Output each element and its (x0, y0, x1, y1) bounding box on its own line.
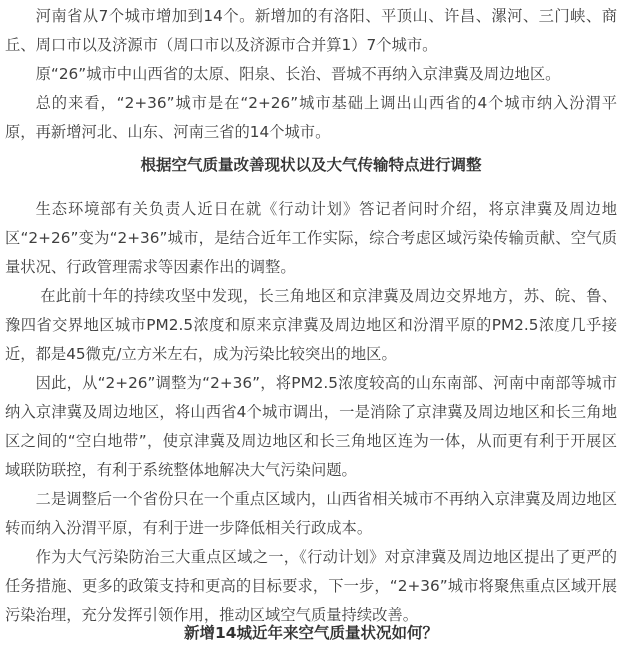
paragraph-henan-cities: 河南省从7个城市增加到14个。新增加的有洛阳、平顶山、许昌、漯河、三门峡、商丘、周口市以及济源市（周口市以及济源市合并算1）7个城市。 (5, 7, 617, 54)
section-heading-air-quality: 新增14城近年来空气质量状况如何？ (183, 624, 439, 642)
section-heading-adjustment: 根据空气质量改善现状以及大气传输特点进行调整 (140, 156, 482, 174)
paragraph-summary: 总的来看，“2+36”城市是在“2+26”城市基础上调出山西省的4个城市纳入汾渭平原，再新增河北、山东、河南三省的14个城市。 (5, 94, 617, 141)
paragraph-pm25-findings: 在此前十年的持续攻坚中发现，长三角地区和京津冀及周边交界地方，苏、皖、鲁、豫四省交界地区城市PM2.5浓度和原来京津冀及周边地区和汾渭平原的PM2.5浓度几乎接近，都是45微克/立方米左右，成为污染比较突出的地区。 (5, 287, 617, 363)
paragraph-shanxi-removed: 原“26”城市中山西省的太原、阳泉、长治、晋城不再纳入京津冀及周边地区。 (35, 65, 561, 83)
paragraph-single-region: 二是调整后一个省份只在一个重点区域内，山西省相关城市不再纳入京津冀及周边地区转而纳入汾渭平原，有利于进一步降低相关行政成本。 (5, 490, 617, 537)
paragraph-next-steps: 作为大气污染防治三大重点区域之一，《行动计划》对京津冀及周边地区提出了更严的任务措施、更多的政策支持和更高的目标要求，下一步，“2+36”城市将聚焦重点区域开展污染治理，充分发挥引领作用，推动区域空气质量持续改善。 (5, 548, 617, 624)
paragraph-ministry-explanation: 生态环境部有关负责人近日在就《行动计划》答记者问时介绍，将京津冀及周边地区“2+26”变为“2+36”城市，是结合近年工作实际，综合考虑区域污染传输贡献、空气质量状况、行政管理需求等因素作出的调整。 (5, 200, 617, 276)
paragraph-therefore: 因此，从“2+26”调整为“2+36”，将PM2.5浓度较高的山东南部、河南中南部等城市纳入京津冀及周边地区，将山西省4个城市调出，一是消除了京津冀及周边地区和长三角地区之间的“空白地带”，使京津冀及周边地区和长三角地区连为一体，从而更有利于开展区域联防联控，有利于系统整体地解决大气污染问题。 (5, 374, 617, 479)
